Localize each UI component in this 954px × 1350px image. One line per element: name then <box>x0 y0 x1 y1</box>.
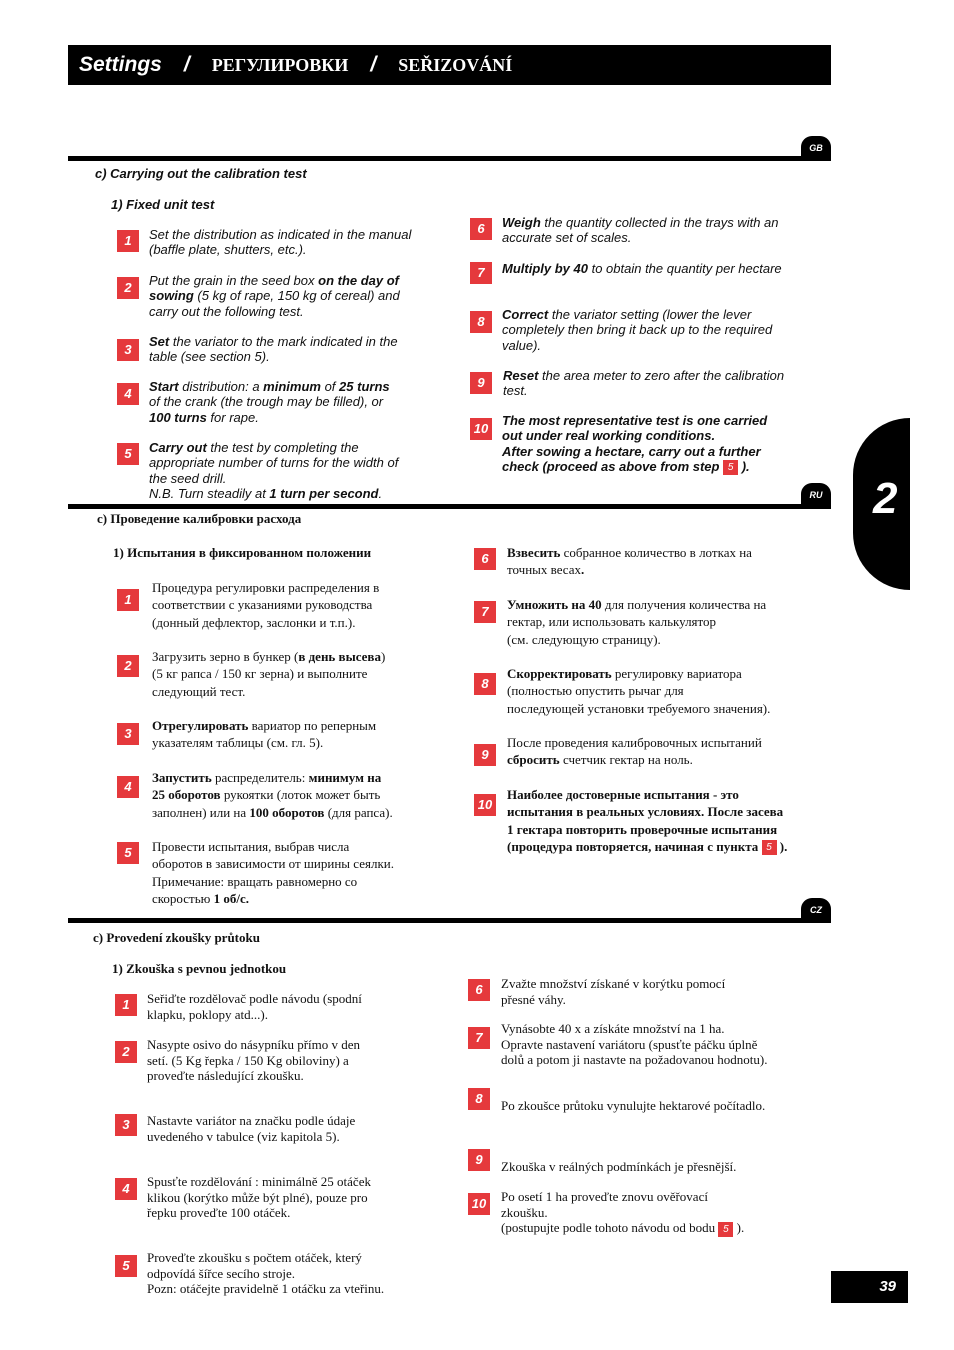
step-badge: 9 <box>468 1149 490 1171</box>
header-title-ru: РЕГУЛИРОВКИ <box>211 54 349 75</box>
step-badge: 4 <box>117 383 139 405</box>
step-badge: 10 <box>470 418 492 440</box>
section-subtitle: 1) Zkouška s pevnou jednotkou <box>112 961 287 976</box>
step-text: Carry out the test by completing the appropriate number of turns for the width of the seed drill. N.B. Turn steadily at 1 turn per second. <box>149 440 399 501</box>
step-text: Zkouška v reálných podmínkách je přesnější. <box>501 1159 737 1174</box>
step-text: Po zkoušce průtoku vynulujte hektarové počítadlo. <box>501 1098 766 1113</box>
lang-tag-cz: CZ <box>801 898 831 920</box>
step-badge: 9 <box>474 744 496 766</box>
step-text: Po osetí 1 ha proveďte znovu ověřovací zkoušku. (postupujte podle tohoto návodu od bodu 5 ). <box>501 1189 745 1235</box>
header-title-cz: SEŘIZOVÁNÍ <box>398 54 513 75</box>
step-badge: 10 <box>474 794 496 816</box>
section-rule <box>68 918 831 923</box>
step-badge: 6 <box>474 548 496 570</box>
step-text: Put the grain in the seed box on the day of sowing (5 kg of rape, 150 kg of cereal) and carry out the following test. <box>149 273 400 319</box>
step-badge: 1 <box>117 589 139 611</box>
step-text: Nasypte osivo do násypníku přímo v den setí. (5 Kg řepka / 150 Kg obiloviny) a proveďte následující zkoušku. <box>147 1037 361 1083</box>
section-title: c) Carrying out the calibration test <box>95 166 307 181</box>
section-rule <box>68 504 831 509</box>
step-text: Vynásobte 40 x a získáte množství na 1 ha. Opravte nastavení variátoru (spusťte páčku úplně dolů a potom ji nastavte na požadovanou hodnotu). <box>501 1021 768 1067</box>
step-text: Скорректировать регулировку вариатора (полностью опустить рычаг для последующей установки требуемого значения). <box>507 666 771 716</box>
step-text: Умножить на 40 для получения количества на гектар, или использовать калькулятор (см. следующую страницу). <box>507 597 767 647</box>
header-title-en: Settings <box>79 53 162 76</box>
step-text: Seřiďte rozdělovač podle návodu (spodní klapku, poklopy atd...). <box>147 991 362 1022</box>
step-badge: 3 <box>115 1114 137 1136</box>
step-badge: 3 <box>117 339 139 361</box>
section-rule <box>68 156 831 161</box>
step-text: Weigh the quantity collected in the trays with an accurate set of scales. <box>502 215 779 246</box>
step-text: Zvažte množství získané v korýtku pomocí přesné váhy. <box>501 976 726 1007</box>
step-text: Запустить распределитель: минимум на 25 оборотов рукоятки (лоток может быть заполнен) или на 100 оборотов (для рапса). <box>152 770 393 820</box>
step-badge: 2 <box>115 1041 137 1063</box>
step-text: Correct the variator setting (lower the lever completely then bring it back up to the required value). <box>502 307 773 353</box>
step-text: Отрегулировать вариатор по реперным указателям таблицы (см. гл. 5). <box>152 718 377 751</box>
step-badge: 1 <box>117 230 139 252</box>
step-text: Взвесить собранное количество в лотках на точных весах. <box>507 545 752 578</box>
step-badge: 7 <box>470 262 492 284</box>
page-header <box>68 45 831 85</box>
step-text: Multiply by 40 to obtain the quantity per hectare <box>502 261 782 276</box>
section-subtitle: 1) Испытания в фиксированном положении <box>113 545 372 560</box>
step-badge: 2 <box>117 277 139 299</box>
step-text: Процедура регулировки распределения в соответствии с указаниями руководства (донный дефлектор, заслонки и т.п.). <box>152 580 380 630</box>
step-badge: 3 <box>117 723 139 745</box>
section-title: c) Проведение калибровки расхода <box>97 511 302 526</box>
chapter-number: 2 <box>873 474 898 523</box>
step-badge: 7 <box>474 601 496 623</box>
header-separator: / <box>183 53 190 76</box>
section-subtitle: 1) Fixed unit test <box>111 197 215 212</box>
step-badge: 4 <box>117 776 139 798</box>
step-text: Наиболее достоверные испытания - это испытания в реальных условиях. После засева 1 гектара повторить проверочные испытания (процедура повторяется, начиная с пункта 5 ). <box>507 787 788 854</box>
step-text: После проведения калибровочных испытаний сбросить счетчик гектар на ноль. <box>507 735 762 768</box>
step-text: Start distribution: a minimum of 25 turns of the crank (the trough may be filled), or 100 turns for rape. <box>149 379 390 425</box>
step-text: Spusťte rozdělování : minimálně 25 otáček klikou (korýtko může být plné), pouze pro řepku proveďte 100 otáček. <box>147 1174 371 1220</box>
step-badge: 7 <box>468 1027 490 1049</box>
chapter-tab <box>853 418 910 590</box>
step-text: Set the distribution as indicated in the manual (baffle plate, shutters, etc.). <box>149 227 412 258</box>
step-badge: 8 <box>474 673 496 695</box>
step-text: The most representative test is one carried out under real working conditions. After sowing a hectare, carry out a further check (proceed as above from step 5 ). <box>502 413 768 474</box>
step-text: Proveďte zkoušku s počtem otáček, který odpovídá šířce secího stroje. Pozn: otáčejte pravidelně 1 otáčku za vteřinu. <box>147 1250 385 1296</box>
step-badge: 9 <box>470 372 492 394</box>
step-text: Загрузить зерно в бункер (в день высева) (5 кг рапса / 150 кг зерна) и выполните следующий тест. <box>152 649 386 699</box>
step-badge: 5 <box>117 443 139 465</box>
step-badge: 10 <box>468 1193 490 1215</box>
step-badge: 6 <box>468 979 490 1001</box>
step-badge: 8 <box>470 311 492 333</box>
lang-tag-gb: GB <box>801 136 831 158</box>
step-text: Nastavte variátor na značku podle údaje uvedeného v tabulce (viz kapitola 5). <box>147 1113 356 1144</box>
header-separator: / <box>370 53 377 76</box>
lang-tag-ru: RU <box>801 483 831 505</box>
step-text: Провести испытания, выбрав числа оборотов в зависимости от ширины сеялки. Примечание: вращать равномерно со скоростью 1 об/с. <box>152 839 394 906</box>
step-badge: 6 <box>470 218 492 240</box>
step-badge: 8 <box>468 1088 490 1110</box>
step-badge: 1 <box>115 994 137 1016</box>
section-title: c) Provedení zkoušky průtoku <box>93 930 260 945</box>
step-text: Set the variator to the mark indicated in the table (see section 5). <box>149 334 398 365</box>
page-number: 39 <box>831 1271 908 1303</box>
step-text: Reset the area meter to zero after the calibration test. <box>503 368 785 399</box>
step-badge: 4 <box>115 1178 137 1200</box>
step-badge: 5 <box>115 1255 137 1277</box>
step-badge: 2 <box>117 655 139 677</box>
step-badge: 5 <box>117 842 139 864</box>
